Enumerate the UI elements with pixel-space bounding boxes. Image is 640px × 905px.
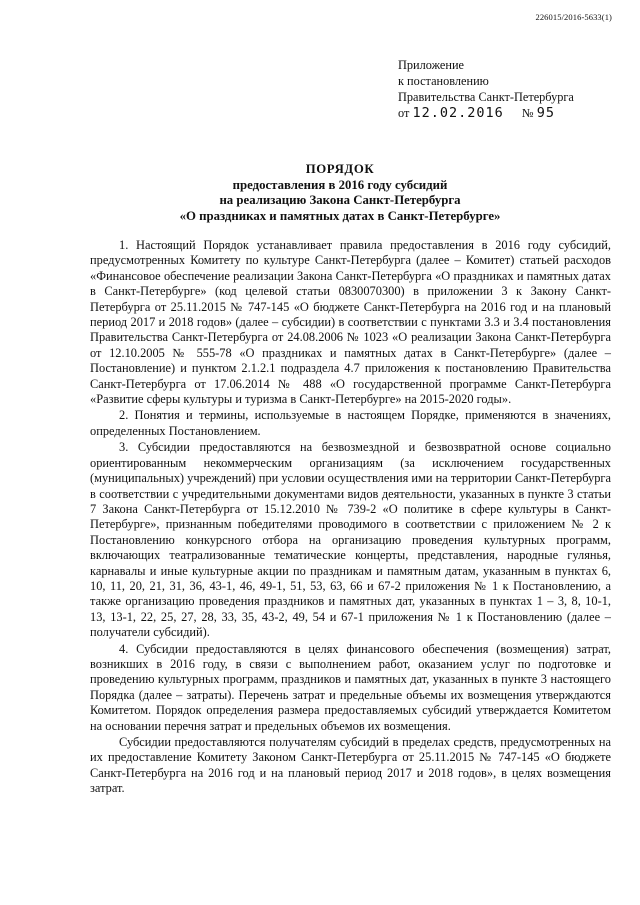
- title-line-4: «О праздниках и памятных датах в Санкт-Петербурге»: [179, 208, 501, 223]
- document-title: [60, 162, 620, 224]
- paragraph-3: 3. Субсидии предоставляются на безвозмездной и безвозвратной основе социально ориентированным некоммерческим организациям (за исключением государственных (муниципальных) учреждений) при условии осуществления ими на территории Санкт-Петербурга в соответствии с учредительными документами видов деятельности, указанных в пункте 3 статьи 7 Закона Санкт-Петербурга от 15.12.2010 № 739-2 «О политике в сфере культуры в Санкт-Петербурге», признанным победителями проводимого в соответствии с приложением № 2 к Постановлению конкурсного отбора на организацию проведения культурных программ, включающих театрализованные тематические концерты, представления, народные гулянья, карнавалы и иные культурные акции по праздникам и памятным датам, указанным в пунктах 6, 10, 11, 20, 21, 31, 36, 43-1, 46, 49-1, 51, 53, 63, 66 и 67-2 приложения № 1 к Постановлению, а также организацию проведения праздников и памятных дат, указанных в пунктах 1 – 3, 8, 10-1, 13, 13-1, 22, 25, 27, 28, 33, 35, 43-2, 49, 54 и 67-1 приложения № 1 к Постановлению (далее – получатели субсидий).: [90, 440, 611, 640]
- paragraph-2: 2. Понятия и термины, используемые в настоящем Порядке, применяются в значениях, определенных Постановлением.: [90, 408, 611, 438]
- paragraph-5: Субсидии предоставляются получателям субсидий в пределах средств, предусмотренных на их предоставление Комитету Законом Санкт-Петербурга от 25.11.2015 № 747-145 «О бюджете Санкт-Петербурга на 2016 год и на плановый период 2017 и 2018 годов», в целях возмещения затрат.: [90, 735, 611, 796]
- paragraph-1: 1. Настоящий Порядок устанавливает правила предоставления в 2016 году субсидий, предусмотренных Комитету по культуре Санкт-Петербурга (далее – Комитет) статьей расходов «Финансовое обеспечение реализации Закона Санкт-Петербурга «О праздниках и памятных датах в Санкт-Петербурге» (код целевой статьи 0830070300) в приложении 3 к Закону Санкт-Петербурга от 25.11.2015 № 747-145 «О бюджете Санкт-Петербурга на 2016 год и на плановый период 2017 и 2018 годов» (далее – субсидии) в соответствии с пунктами 3.3 и 3.4 постановления Правительства Санкт-Петербурга от 24.08.2006 № 1023 «О реализации Закона Санкт-Петербурга от 12.10.2005 № 555-78 «О праздниках и памятных датах в Санкт-Петербурге» (далее – Постановление) и пунктом 2.1.2.1 подраздела 4.7 приложения к постановлению Правительства Санкт-Петербурга от 17.06.2014 № 488 «О государственной программе Санкт-Петербурга «Развитие сферы культуры и туризма в Санкт-Петербурге» на 2015-2020 годы».: [90, 238, 611, 407]
- appendix-resolution-line: к постановлению: [398, 74, 489, 88]
- appendix-block: [398, 57, 574, 121]
- appendix-date-line: [398, 105, 574, 121]
- from-label: от: [398, 106, 410, 120]
- number-sign: №: [521, 106, 534, 120]
- appendix-label: Приложение: [398, 58, 464, 72]
- document-number: 226015/2016-5633(1): [535, 12, 612, 22]
- resolution-number: 95: [536, 105, 555, 121]
- title-line-2: предоставления в 2016 году субсидий: [232, 177, 448, 192]
- resolution-date: 12.02.2016: [412, 105, 504, 121]
- document-body: [90, 238, 611, 798]
- appendix-government-line: Правительства Санкт-Петербурга: [398, 90, 574, 104]
- paragraph-4: 4. Субсидии предоставляются в целях финансового обеспечения (возмещения) затрат, возникших в 2016 году, в связи с выполнением работ, оказанием услуг по подготовке и проведению культурных программ, праздников и памятных дат, указанных в пункте 3 настоящего Порядка (далее – затраты). Перечень затрат и предельные объемы их возмещения утверждаются Комитетом. Порядок определения размера предоставляемых субсидий утверждается Комитетом на основании перечня затрат и предельных объемов их возмещения.: [90, 641, 611, 733]
- title-line-3: на реализацию Закона Санкт-Петербурга: [219, 193, 461, 207]
- title-heading: ПОРЯДОК: [305, 162, 375, 176]
